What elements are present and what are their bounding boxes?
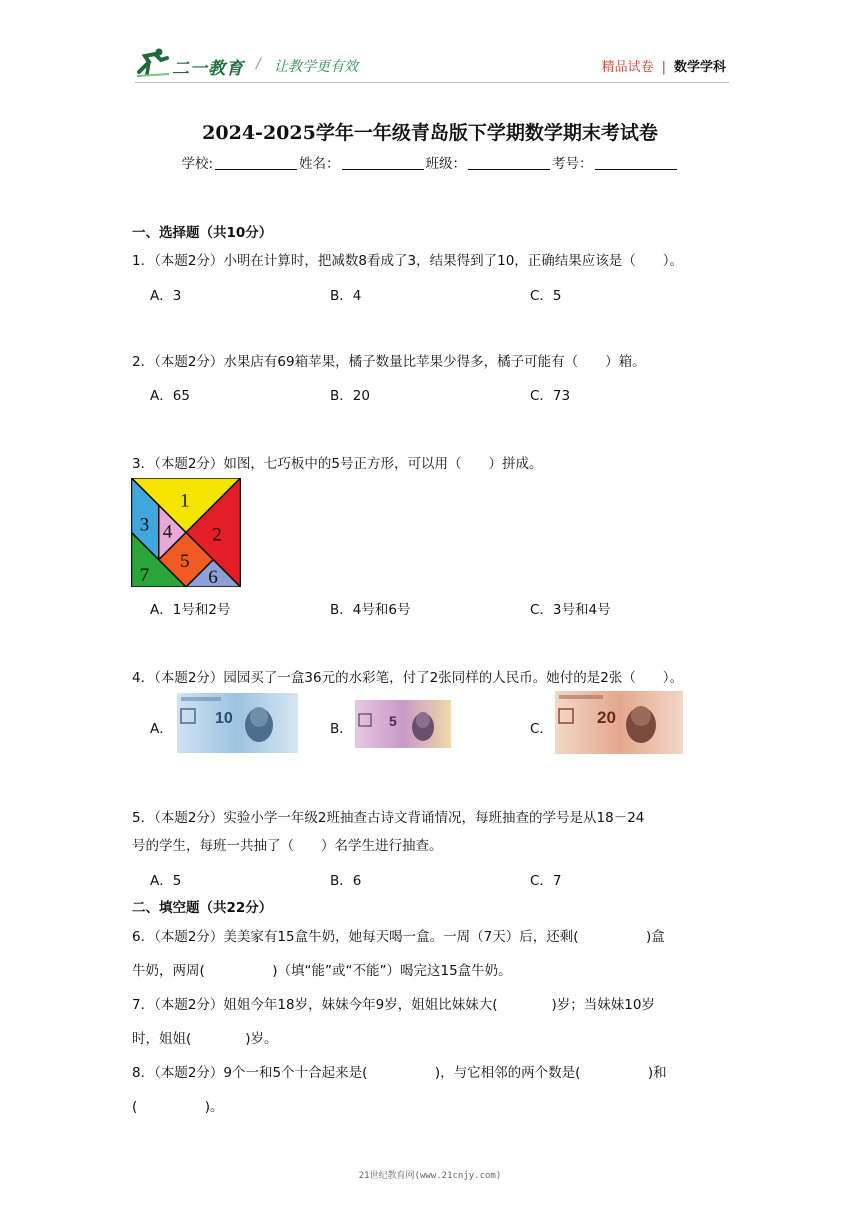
question-7-line-2: 时，姐姐( )岁。: [132, 1031, 278, 1047]
tangram-label-4: 4: [162, 521, 173, 543]
page-footer: 21世纪教育网(www.21cnjy.com): [358, 1171, 502, 1181]
q2-option-c[interactable]: C．73: [530, 388, 571, 404]
banknote-5-value: 5: [389, 713, 397, 729]
tangram-label-7: 7: [139, 564, 150, 586]
q1-option-a[interactable]: A．3: [150, 288, 182, 304]
q3-option-a[interactable]: A．1号和2号: [150, 602, 231, 618]
q5-option-a[interactable]: A．5: [150, 873, 182, 889]
question-2: 2．（本题2分）水果店有69箱苹果，橘子数量比苹果少得多，橘子可能有（ ）箱。: [132, 354, 646, 370]
q3-option-b[interactable]: B．4号和6号: [330, 602, 411, 618]
q2-option-a[interactable]: A．65: [150, 388, 190, 404]
q4-option-b[interactable]: B．: [330, 721, 353, 737]
page-title: 2024-2025学年一年级青岛版下学期数学期末考试卷: [202, 122, 658, 144]
exam-no-blank[interactable]: [595, 156, 677, 170]
section-title-choice: 一、选择题（共10分）: [132, 225, 273, 241]
tangram-label-3: 3: [139, 514, 150, 536]
question-8-line-1: 8．（本题2分）9个一和5个十合起来是( )，与它相邻的两个数是( )和: [132, 1065, 667, 1081]
header-tag-quality: 精品试卷: [601, 60, 654, 75]
question-3: 3．（本题2分）如图，七巧板中的5号正方形，可以用（ ）拼成。: [132, 456, 543, 472]
banknote-20-value: 20: [597, 708, 616, 727]
question-8-line-2: ( )。: [132, 1099, 224, 1115]
q1-option-b[interactable]: B．4: [330, 288, 362, 304]
header-rule: [135, 82, 729, 83]
exam-no-label: 考号：: [552, 156, 593, 172]
q5-option-b[interactable]: B．6: [330, 873, 362, 889]
question-5-line-1: 5．（本题2分）实验小学一年级2班抽查古诗文背诵情况，每班抽查的学号是从18－24: [132, 810, 645, 826]
banknote-5-yuan-image: [355, 700, 451, 748]
section-title-fill: 二、填空题（共22分）: [132, 900, 273, 916]
question-4: 4．（本题2分）园园买了一盒36元的水彩笔，付了2张同样的人民币。她付的是2张（ ）。: [132, 670, 684, 686]
tangram-label-5: 5: [179, 550, 190, 572]
question-5-line-2: 号的学生，每班一共抽了（ ）名学生进行抽查。: [132, 838, 443, 854]
question-1: 1．（本题2分）小明在计算时，把减数8看成了3，结果得到了10，正确结果应该是（ ）。: [132, 253, 684, 269]
name-label: 姓名：: [299, 156, 340, 172]
tangram-label-2: 2: [212, 524, 222, 546]
tangram-figure: [131, 478, 241, 587]
question-6-line-1: 6．（本题2分）美美家有15盒牛奶，她每天喝一盒。一周（7天）后，还剩( )盒: [132, 929, 665, 945]
tangram-label-6: 6: [208, 566, 218, 587]
class-blank[interactable]: [468, 156, 550, 170]
q5-option-c[interactable]: C．7: [530, 873, 562, 889]
header-tags: 精品试卷 | 数学学科: [601, 60, 726, 75]
school-blank[interactable]: [215, 156, 297, 170]
q4-option-a[interactable]: A．: [150, 721, 173, 737]
q3-option-c[interactable]: C．3号和4号: [530, 602, 611, 618]
header-slogan: 让教学更有效: [274, 59, 358, 75]
class-label: 班级：: [425, 156, 467, 172]
logo-icon: [135, 48, 171, 80]
logo-text: 二一教育: [172, 59, 244, 79]
header-divider: /: [256, 56, 261, 72]
question-7-line-1: 7．（本题2分）姐姐今年18岁，妹妹今年9岁，姐姐比妹妹大( )岁；当妹妹10岁: [132, 997, 655, 1013]
tangram-label-1: 1: [179, 490, 190, 512]
school-label: 学校:: [181, 156, 214, 172]
name-blank[interactable]: [342, 156, 424, 170]
q2-option-b[interactable]: B．20: [330, 388, 370, 404]
q4-option-c[interactable]: C．: [530, 721, 553, 737]
q1-option-c[interactable]: C．5: [530, 288, 562, 304]
student-info-line: [0, 152, 860, 172]
banknote-10-yuan-image: [177, 693, 298, 753]
banknote-20-yuan-image: [555, 691, 683, 754]
banknote-10-value: 10: [215, 710, 233, 727]
question-6-line-2: 牛奶，两周( )（填“能”或“不能”）喝完这15盒牛奶。: [132, 963, 512, 979]
header-tag-subject: 数学学科: [673, 60, 726, 75]
